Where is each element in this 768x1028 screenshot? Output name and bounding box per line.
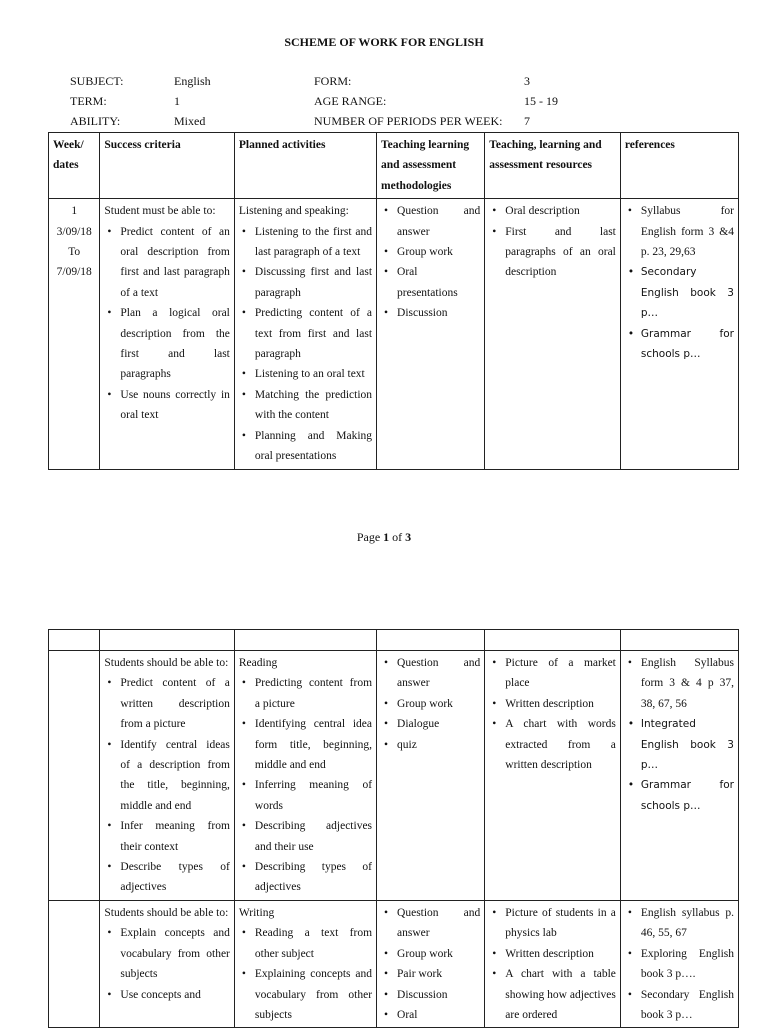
list-item: • Inferring meaning of words xyxy=(255,775,372,816)
scheme-table-page2 xyxy=(48,629,739,1028)
header-references: references xyxy=(620,133,738,199)
list-item: • Oral xyxy=(397,1005,480,1025)
list-item: • Reading a text from other subject xyxy=(255,923,372,964)
week-cell xyxy=(49,900,100,1027)
date-to-label: To xyxy=(68,246,81,259)
list-item: • Picture of students in a physics lab xyxy=(505,903,616,944)
age-range-label: AGE RANGE: xyxy=(314,94,387,108)
success-intro: Students should be able to: xyxy=(104,906,229,919)
list-item: • Predict content of an oral description from first and last paragraph of a text xyxy=(120,222,230,304)
list-item: • Plan a logical oral description from the first and last paragraphs xyxy=(120,303,230,385)
list-item: • Exploring English book 3 p…. xyxy=(641,944,734,985)
list-item: • Use concepts and xyxy=(120,985,230,1005)
success-criteria-cell xyxy=(100,199,235,469)
planned-intro: Reading xyxy=(238,657,278,669)
methodologies-cell xyxy=(377,199,485,469)
resources-cell xyxy=(485,651,621,901)
subject-value: English xyxy=(174,74,211,88)
list-item: • Listening to an oral text xyxy=(255,364,372,384)
list-item: • Discussing first and last paragraph xyxy=(255,262,372,303)
references-cell xyxy=(620,900,738,1027)
list-item: • Discussion xyxy=(397,303,480,323)
table-row xyxy=(49,199,739,469)
list-item: • Question and answer xyxy=(397,653,480,694)
list-item: • English syllabus p. 46, 55, 67 xyxy=(641,903,734,944)
subject-label: SUBJECT: xyxy=(70,74,124,88)
week-cell xyxy=(49,199,100,469)
age-range-value: 15 - 19 xyxy=(524,94,558,108)
planned-list xyxy=(239,923,372,1025)
list-item: • First and last paragraphs of an oral description xyxy=(505,222,616,283)
resources-cell xyxy=(485,199,621,469)
planned-list xyxy=(239,222,372,467)
form-label: FORM: xyxy=(314,74,352,88)
success-list xyxy=(104,923,230,1005)
periods-label: NUMBER OF PERIODS PER WEEK: xyxy=(314,114,503,128)
list-item: • Infer meaning from their context xyxy=(120,816,230,857)
references-cell xyxy=(620,199,738,469)
references-list xyxy=(625,903,734,1025)
list-item: • Explain concepts and vocabulary from other subjects xyxy=(120,923,230,984)
table-row xyxy=(49,651,739,901)
page-total: 3 xyxy=(405,530,412,544)
planned-activities-cell xyxy=(234,651,376,901)
list-item: • Written description xyxy=(505,694,616,714)
list-item: • Question and answer xyxy=(397,903,480,944)
resources-list xyxy=(489,201,616,283)
methods-list xyxy=(381,653,480,755)
header-planned-activities: Planned activities xyxy=(234,133,376,199)
success-list xyxy=(104,222,230,426)
list-item: • Explaining concepts and vocabulary from other subjects xyxy=(255,964,372,1025)
table-header-row xyxy=(49,133,739,199)
header-success-criteria: Success criteria xyxy=(100,133,235,199)
list-item: • Predicting content of a text from first and last paragraph xyxy=(255,303,372,364)
list-item: • Group work xyxy=(397,944,480,964)
of-label: of xyxy=(392,530,403,544)
page-number: 1 xyxy=(383,530,390,544)
term-value: 1 xyxy=(174,94,180,108)
list-item: • Dialogue xyxy=(397,714,480,734)
success-intro: Students should be able to: xyxy=(104,657,229,669)
methodologies-cell xyxy=(377,900,485,1027)
list-item: • Listening to the first and last paragraph of a text xyxy=(255,222,372,263)
list-item: • Identifying central idea form title, beginning, middle and end xyxy=(255,714,372,775)
periods-value: 7 xyxy=(524,114,530,128)
resources-list xyxy=(489,653,616,775)
references-cell xyxy=(620,651,738,901)
planned-intro: Writing xyxy=(238,906,275,919)
references-list xyxy=(625,653,734,816)
list-item: • quiz xyxy=(397,735,480,755)
success-criteria-cell xyxy=(100,651,235,901)
list-item: • Question and answer xyxy=(397,201,480,242)
planned-activities-cell xyxy=(234,900,376,1027)
methodologies-cell xyxy=(377,651,485,901)
list-item: • Group work xyxy=(397,242,480,262)
list-item: • English Syllabus form 3 & 4 p 37, 38, 67, 56 xyxy=(641,653,734,714)
resources-list xyxy=(489,903,616,1025)
list-item: • Planning and Making oral presentations xyxy=(255,426,372,467)
planned-intro: Listening and speaking: xyxy=(238,205,349,218)
list-item: • Oral presentations xyxy=(397,262,480,303)
list-item: • Describe types of adjectives xyxy=(120,857,230,898)
list-item: • Secondary English book 3 p… xyxy=(641,262,734,323)
header-resources: Teaching, learning and assessment resources xyxy=(485,133,621,199)
list-item: • Discussion xyxy=(397,985,480,1005)
resources-cell xyxy=(485,900,621,1027)
list-item: • Matching the prediction with the content xyxy=(255,385,372,426)
list-item: • Use nouns correctly in oral text xyxy=(120,385,230,426)
list-item: • Picture of a market place xyxy=(505,653,616,694)
ability-label: ABILITY: xyxy=(70,114,121,128)
list-item: • Secondary English book 3 p… xyxy=(641,985,734,1026)
ability-value: Mixed xyxy=(174,114,206,128)
term-label: TERM: xyxy=(70,94,107,108)
success-intro: Student must be able to: xyxy=(104,205,216,218)
list-item: • Describing types of adjectives xyxy=(255,857,372,898)
list-item: • Syllabus for English form 3 &4 p. 23, 29,63 xyxy=(641,201,734,262)
list-item: • Grammar for schools p… xyxy=(641,324,734,365)
list-item: • Oral description xyxy=(505,201,616,221)
list-item: • Describing adjectives and their use xyxy=(255,816,372,857)
list-item: • Written description xyxy=(505,944,616,964)
header-week: Week/ dates xyxy=(49,133,100,199)
list-item: • A chart with words extracted from a written description xyxy=(505,714,616,775)
list-item: • Predict content of a written description from a picture xyxy=(120,673,230,734)
references-list xyxy=(625,201,734,364)
empty-header-row xyxy=(49,630,739,651)
methods-list xyxy=(381,903,480,1025)
week-number: 1 xyxy=(71,205,78,218)
table-row xyxy=(49,900,739,1027)
scheme-table-page1 xyxy=(48,132,739,470)
page-label: Page xyxy=(356,530,381,544)
planned-list xyxy=(239,673,372,897)
header-methodologies: Teaching learning and assessment methodologies xyxy=(377,133,485,199)
success-criteria-cell xyxy=(100,900,235,1027)
document-title: SCHEME OF WORK FOR ENGLISH xyxy=(284,35,484,49)
list-item: • Identify central ideas of a description from the title, beginning, middle and end xyxy=(120,735,230,817)
methods-list xyxy=(381,201,480,323)
form-value: 3 xyxy=(524,74,530,88)
list-item: • Predicting content from a picture xyxy=(255,673,372,714)
planned-activities-cell xyxy=(234,199,376,469)
list-item: • A chart with a table showing how adjectives are ordered xyxy=(505,964,616,1025)
week-cell xyxy=(49,651,100,901)
list-item: • Pair work xyxy=(397,964,480,984)
success-list xyxy=(104,673,230,897)
date-to: 7/09/18 xyxy=(56,266,92,279)
list-item: • Grammar for schools p… xyxy=(641,775,734,816)
date-from: 3/09/18 xyxy=(56,225,92,238)
list-item: • Integrated English book 3 p… xyxy=(641,714,734,775)
list-item: • Group work xyxy=(397,694,480,714)
page-footer xyxy=(0,530,768,545)
